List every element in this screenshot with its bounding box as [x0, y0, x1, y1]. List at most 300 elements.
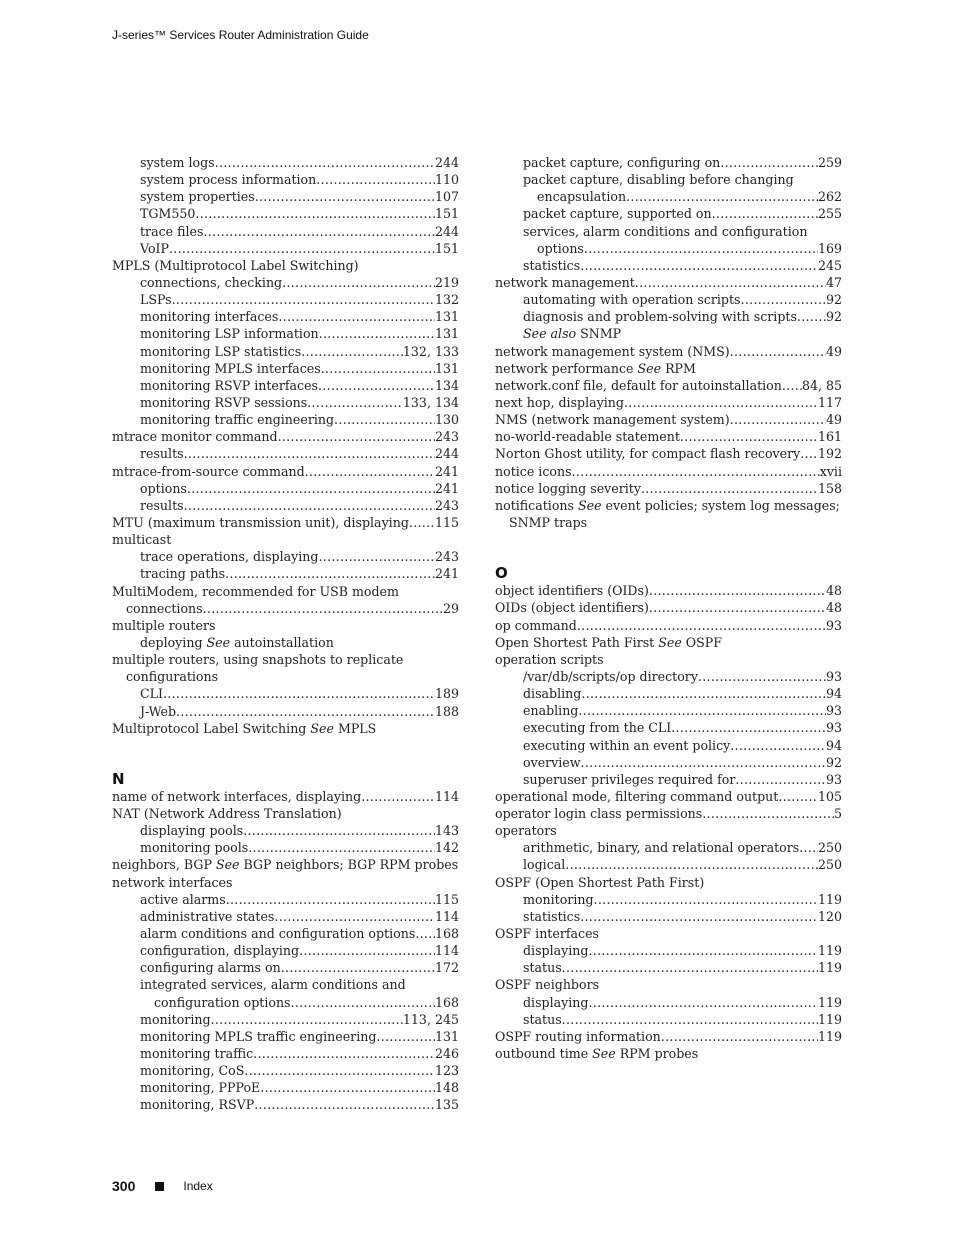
page-reference: 93 — [825, 703, 842, 719]
index-term: monitoring RSVP sessions — [140, 394, 308, 410]
dot-leader — [562, 1011, 818, 1028]
index-term: notifications — [495, 497, 578, 513]
see-keyword: See — [215, 857, 240, 873]
index-term: automating with operation scripts — [523, 292, 741, 308]
dot-leader — [735, 771, 826, 788]
dot-leader — [203, 223, 435, 240]
index-entry — [112, 360, 459, 377]
index-entry — [112, 685, 459, 702]
index-entry — [495, 599, 842, 616]
index-entry — [112, 1062, 459, 1079]
index-entry — [112, 822, 459, 839]
index-heading: MPLS (Multiprotocol Label Switching) — [112, 257, 359, 273]
page-reference: 119 — [817, 960, 842, 976]
page-reference: 169 — [817, 240, 842, 256]
index-entry — [495, 274, 842, 291]
index-term: operator login class permissions — [495, 806, 703, 822]
index-entry — [495, 719, 842, 736]
index-term: monitoring LSP information — [140, 326, 319, 342]
index-heading: network interfaces — [112, 874, 233, 890]
index-term: network.conf file, default for autoinstallation — [495, 377, 782, 393]
index-term: system process information — [140, 172, 317, 188]
dot-leader — [730, 737, 826, 754]
index-term: MTU (maximum transmission unit), displaying — [112, 514, 409, 530]
index-term: next hop, displaying — [495, 394, 624, 410]
index-term: operational mode, filtering command output — [495, 788, 779, 804]
dot-leader — [254, 1096, 435, 1113]
dot-leader — [730, 411, 826, 428]
index-entry — [112, 497, 459, 514]
index-entry — [495, 308, 842, 325]
page-reference: 142 — [434, 840, 459, 856]
index-term: mtrace-from-source command — [112, 463, 305, 479]
page-reference: 48 — [825, 583, 842, 599]
page-reference: 94 — [825, 737, 842, 753]
page-reference: 130 — [434, 412, 459, 428]
dot-leader — [671, 719, 826, 736]
index-entry — [495, 805, 842, 822]
index-term: mtrace monitor command — [112, 429, 278, 445]
page-reference: 131 — [434, 1028, 459, 1044]
index-entry — [495, 771, 842, 788]
page-reference: 114 — [434, 788, 459, 804]
index-entry — [495, 257, 842, 274]
index-term: object identifiers (OIDs) — [495, 583, 649, 599]
page-reference: 135 — [434, 1097, 459, 1113]
index-term: diagnosis and problem-solving with scripts — [523, 309, 797, 325]
index-entry — [112, 548, 459, 565]
page-reference: 243 — [434, 549, 459, 565]
see-keyword: See — [592, 1046, 616, 1062]
index-entry — [112, 514, 459, 531]
index-entry — [112, 463, 459, 480]
index-see-reference — [112, 720, 459, 737]
dot-leader — [169, 240, 435, 257]
index-term: disabling — [523, 686, 582, 702]
dot-leader — [281, 959, 435, 976]
index-term: neighbors, BGP — [112, 857, 216, 873]
index-entry — [112, 154, 459, 171]
index-entry — [495, 702, 842, 719]
index-entry — [112, 839, 459, 856]
index-entry — [112, 600, 459, 617]
page-reference: 49 — [825, 412, 842, 428]
see-keyword: See — [206, 634, 231, 650]
dot-leader — [680, 428, 818, 445]
page-reference: 92 — [825, 754, 842, 770]
index-entry — [112, 308, 459, 325]
dot-leader — [195, 205, 435, 222]
see-target: OSPF — [681, 634, 722, 650]
dot-leader — [226, 891, 435, 908]
index-entry — [495, 668, 842, 685]
index-term: monitoring MPLS traffic engineering — [140, 1028, 377, 1044]
index-term: notice icons — [495, 463, 572, 479]
index-term: options — [140, 480, 187, 496]
index-term: superuser privileges required for — [523, 771, 736, 787]
index-entry — [495, 839, 842, 856]
page-reference: 243 — [434, 429, 459, 445]
footer-square-bullet-icon — [155, 1182, 164, 1191]
index-entry — [112, 428, 459, 445]
index-column-right — [495, 154, 842, 1062]
index-entry — [112, 205, 459, 222]
dot-leader — [624, 394, 818, 411]
index-entry — [112, 1079, 459, 1096]
index-heading: NAT (Network Address Translation) — [112, 806, 342, 822]
index-entry — [495, 205, 842, 222]
index-entry — [112, 1096, 459, 1113]
page-reference: 262 — [817, 189, 842, 205]
dot-leader — [635, 274, 826, 291]
page-footer — [112, 1178, 213, 1194]
dot-leader — [321, 360, 435, 377]
dot-leader — [580, 908, 818, 925]
page-reference: xvii — [819, 463, 842, 479]
index-term: outbound time — [495, 1046, 593, 1062]
index-entry — [112, 291, 459, 308]
page-reference: 168 — [434, 994, 459, 1010]
index-entry — [495, 908, 842, 925]
index-term: enabling — [523, 703, 579, 719]
index-entry — [495, 994, 842, 1011]
index-term: NMS (network management system) — [495, 412, 730, 428]
dot-leader — [778, 788, 818, 805]
page-reference: 93 — [825, 617, 842, 633]
index-entry — [112, 171, 459, 188]
dot-leader — [184, 497, 435, 514]
index-term: monitoring — [140, 1011, 211, 1027]
index-entry — [495, 428, 842, 445]
index-term: tracing paths — [140, 566, 226, 582]
index-term: /var/db/scripts/op directory — [523, 668, 698, 684]
page-reference: 5 — [833, 806, 842, 822]
index-term: CLI — [140, 686, 163, 702]
page-reference: 119 — [817, 994, 842, 1010]
dot-leader — [581, 754, 826, 771]
index-term: administrative states — [140, 908, 275, 924]
index-entry — [112, 445, 459, 462]
page-reference: 105 — [817, 788, 842, 804]
index-heading: multiple routers — [112, 617, 216, 633]
dot-leader — [741, 291, 826, 308]
dot-leader — [253, 1045, 435, 1062]
page-reference: 259 — [817, 155, 842, 170]
page-reference: 84, 85 — [801, 377, 842, 393]
page-reference: 172 — [434, 960, 459, 976]
page-reference: 120 — [817, 908, 842, 924]
index-term: encapsulation — [537, 189, 627, 205]
index-entry — [495, 788, 842, 805]
see-target: SNMP — [576, 326, 622, 342]
dot-leader — [211, 1011, 403, 1028]
page-reference: 48 — [825, 600, 842, 616]
index-term: no-world-readable statement — [495, 429, 680, 445]
dot-leader — [184, 445, 435, 462]
index-heading: configurations — [126, 669, 219, 685]
index-term: monitoring, RSVP — [140, 1097, 255, 1113]
index-entry — [495, 154, 842, 171]
index-heading: MultiModem, recommended for USB modem — [112, 583, 399, 599]
index-entry — [495, 754, 842, 771]
index-entry — [112, 411, 459, 428]
index-term: LSPs — [140, 292, 172, 308]
dot-leader — [799, 839, 818, 856]
index-term: VoIP — [140, 240, 169, 256]
dot-leader — [307, 394, 403, 411]
dot-leader — [730, 343, 826, 360]
index-term: notice logging severity — [495, 480, 641, 496]
dot-leader — [649, 599, 826, 616]
dot-leader — [163, 685, 435, 702]
index-term: executing within an event policy — [523, 737, 731, 753]
page-reference: 192 — [817, 446, 842, 462]
dot-leader — [176, 703, 435, 720]
index-heading: OSPF interfaces — [495, 926, 599, 942]
page-reference: 250 — [817, 840, 842, 856]
index-term: monitoring, PPPoE — [140, 1080, 261, 1096]
dot-leader — [376, 1028, 435, 1045]
section-spacer — [495, 531, 842, 565]
dot-leader — [562, 959, 818, 976]
index-term: name of network interfaces, displaying — [112, 788, 362, 804]
dot-leader — [588, 994, 817, 1011]
index-term: monitoring, CoS — [140, 1063, 245, 1079]
dot-leader — [698, 668, 826, 685]
index-term: status — [523, 960, 562, 976]
index-term: logical — [523, 857, 566, 873]
page-reference: 119 — [817, 891, 842, 907]
page-reference: 29 — [442, 600, 459, 616]
index-entry — [495, 291, 842, 308]
index-entry — [112, 343, 459, 360]
page-reference: 241 — [434, 566, 459, 582]
index-term: monitoring — [523, 891, 594, 907]
dot-leader — [215, 154, 435, 171]
index-entry — [495, 411, 842, 428]
dot-leader — [584, 240, 818, 257]
dot-leader — [572, 463, 820, 480]
page-reference: 119 — [817, 1028, 842, 1044]
page-reference: 219 — [434, 274, 459, 290]
index-term: monitoring pools — [140, 840, 249, 856]
page-reference: 119 — [817, 1011, 842, 1027]
dot-leader — [588, 942, 817, 959]
index-term: options — [537, 240, 584, 256]
page-reference: 133, 134 — [402, 394, 459, 410]
dot-leader — [409, 514, 435, 531]
footer-section-label: Index — [183, 1179, 213, 1193]
page-reference: 114 — [434, 908, 459, 924]
index-entry — [112, 377, 459, 394]
index-term: configuration options — [154, 994, 291, 1010]
index-heading: SNMP traps — [509, 514, 588, 530]
dot-leader — [278, 308, 435, 325]
page-reference: 131 — [434, 360, 459, 376]
index-see-reference — [112, 634, 459, 651]
page-reference: 151 — [434, 206, 459, 222]
index-entry — [112, 1045, 459, 1062]
dot-leader — [626, 188, 818, 205]
dot-leader — [797, 308, 826, 325]
page-reference: 245 — [817, 257, 842, 273]
dot-leader — [187, 480, 435, 497]
dot-leader — [318, 377, 435, 394]
index-term: Open Shortest Path First — [495, 634, 659, 650]
index-term: results — [140, 497, 184, 513]
index-entry — [112, 942, 459, 959]
see-target: RPM — [661, 360, 696, 376]
dot-leader — [318, 548, 435, 565]
see-target: autoinstallation — [230, 634, 334, 650]
page-reference: 94 — [825, 686, 842, 702]
page-reference: 113, 245 — [402, 1011, 459, 1027]
dot-leader — [334, 411, 435, 428]
index-term: monitoring traffic engineering — [140, 412, 335, 428]
index-entry — [495, 377, 842, 394]
index-term: arithmetic, binary, and relational operators — [523, 840, 800, 856]
index-entry — [112, 325, 459, 342]
index-term: network management — [495, 274, 635, 290]
index-entry — [112, 240, 459, 257]
index-term: monitoring traffic — [140, 1046, 254, 1062]
dot-leader — [291, 994, 435, 1011]
see-target: RPM probes — [615, 1046, 699, 1062]
index-entry — [112, 223, 459, 240]
dot-leader — [702, 805, 834, 822]
page-reference: 115 — [434, 514, 459, 530]
see-keyword: See — [310, 720, 334, 736]
dot-leader — [565, 856, 818, 873]
page-reference: 134 — [434, 377, 459, 393]
index-entry — [112, 959, 459, 976]
dot-leader — [782, 377, 802, 394]
index-entry — [112, 891, 459, 908]
index-term: connections, checking — [140, 274, 283, 290]
see-target: event policies; system log messages; — [601, 497, 840, 513]
index-entry — [112, 565, 459, 582]
page-reference: 244 — [434, 155, 459, 170]
index-heading: operators — [495, 823, 557, 839]
dot-leader — [274, 908, 435, 925]
index-term: monitoring LSP statistics — [140, 343, 302, 359]
index-term: results — [140, 446, 184, 462]
page-reference: 246 — [434, 1046, 459, 1062]
dot-leader — [301, 343, 403, 360]
index-see-reference — [495, 634, 842, 651]
index-term: alarm conditions and configuration options — [140, 926, 416, 942]
index-term: deploying — [140, 634, 207, 650]
page-reference: 92 — [825, 292, 842, 308]
running-header: J-series™ Services Router Administration Guide — [112, 28, 369, 42]
index-term: OSPF routing information — [495, 1028, 661, 1044]
index-heading: multiple routers, using snapshots to replicate — [112, 652, 404, 668]
page-reference: 93 — [825, 771, 842, 787]
page-reference: 131 — [434, 326, 459, 342]
index-term: executing from the CLI — [523, 720, 672, 736]
index-heading: operation scripts — [495, 651, 604, 667]
page-reference: 131 — [434, 309, 459, 325]
index-section-letter: N — [112, 769, 125, 788]
dot-leader — [260, 1079, 435, 1096]
see-keyword: See — [578, 497, 602, 513]
index-entry — [495, 582, 842, 599]
dot-leader — [641, 480, 818, 497]
index-column-left — [112, 154, 459, 1114]
page-reference: 241 — [434, 480, 459, 496]
dot-leader — [255, 188, 435, 205]
dot-leader — [578, 702, 826, 719]
index-entry — [112, 274, 459, 291]
index-entry — [112, 994, 459, 1011]
dot-leader — [577, 617, 826, 634]
see-target: MPLS — [333, 720, 377, 736]
dot-leader — [581, 685, 826, 702]
page-reference: 114 — [434, 943, 459, 959]
page-reference: 168 — [434, 926, 459, 942]
page-reference: 115 — [434, 891, 459, 907]
dot-leader — [299, 942, 435, 959]
index-term: monitoring interfaces — [140, 309, 279, 325]
index-entry — [495, 463, 842, 480]
index-entry — [112, 394, 459, 411]
index-term: configuring alarms on — [140, 960, 281, 976]
page-reference: 158 — [817, 480, 842, 496]
index-heading: services, alarm conditions and configuration — [523, 223, 808, 239]
index-entry — [495, 737, 842, 754]
index-term: network management system (NMS) — [495, 343, 730, 359]
page-reference: 244 — [434, 446, 459, 462]
index-heading: packet capture, disabling before changing — [523, 172, 794, 188]
index-see-reference — [495, 497, 842, 514]
index-term: statistics — [523, 908, 581, 924]
page-reference: 244 — [434, 223, 459, 239]
page-reference: 47 — [825, 274, 842, 290]
index-entry — [495, 856, 842, 873]
index-term: OIDs (object identifiers) — [495, 600, 649, 616]
index-heading: OSPF neighbors — [495, 977, 600, 993]
index-term: Norton Ghost utility, for compact flash recovery — [495, 446, 801, 462]
page-number: 300 — [112, 1178, 136, 1194]
dot-leader — [361, 788, 435, 805]
index-term: packet capture, configuring on — [523, 155, 721, 170]
dot-leader — [278, 428, 435, 445]
index-heading: multicast — [112, 532, 172, 548]
index-term: active alarms — [140, 891, 226, 907]
dot-leader — [649, 582, 826, 599]
page-reference: 250 — [817, 857, 842, 873]
index-heading: integrated services, alarm conditions and — [140, 977, 406, 993]
index-term: displaying pools — [140, 823, 244, 839]
index-entry — [495, 480, 842, 497]
section-spacer — [112, 737, 459, 771]
page-reference: 93 — [825, 668, 842, 684]
page-reference: 119 — [817, 943, 842, 959]
index-entry — [495, 891, 842, 908]
index-term: TGM550 — [140, 206, 196, 222]
page-reference: 148 — [434, 1080, 459, 1096]
dot-leader — [172, 291, 435, 308]
dot-leader — [225, 565, 435, 582]
index-term: monitoring MPLS interfaces — [140, 360, 321, 376]
dot-leader — [319, 325, 435, 342]
index-entry — [112, 703, 459, 720]
index-entry — [495, 188, 842, 205]
page-reference: 93 — [825, 720, 842, 736]
index-term: trace operations, displaying — [140, 549, 319, 565]
dot-leader — [720, 154, 818, 171]
dot-leader — [243, 822, 435, 839]
